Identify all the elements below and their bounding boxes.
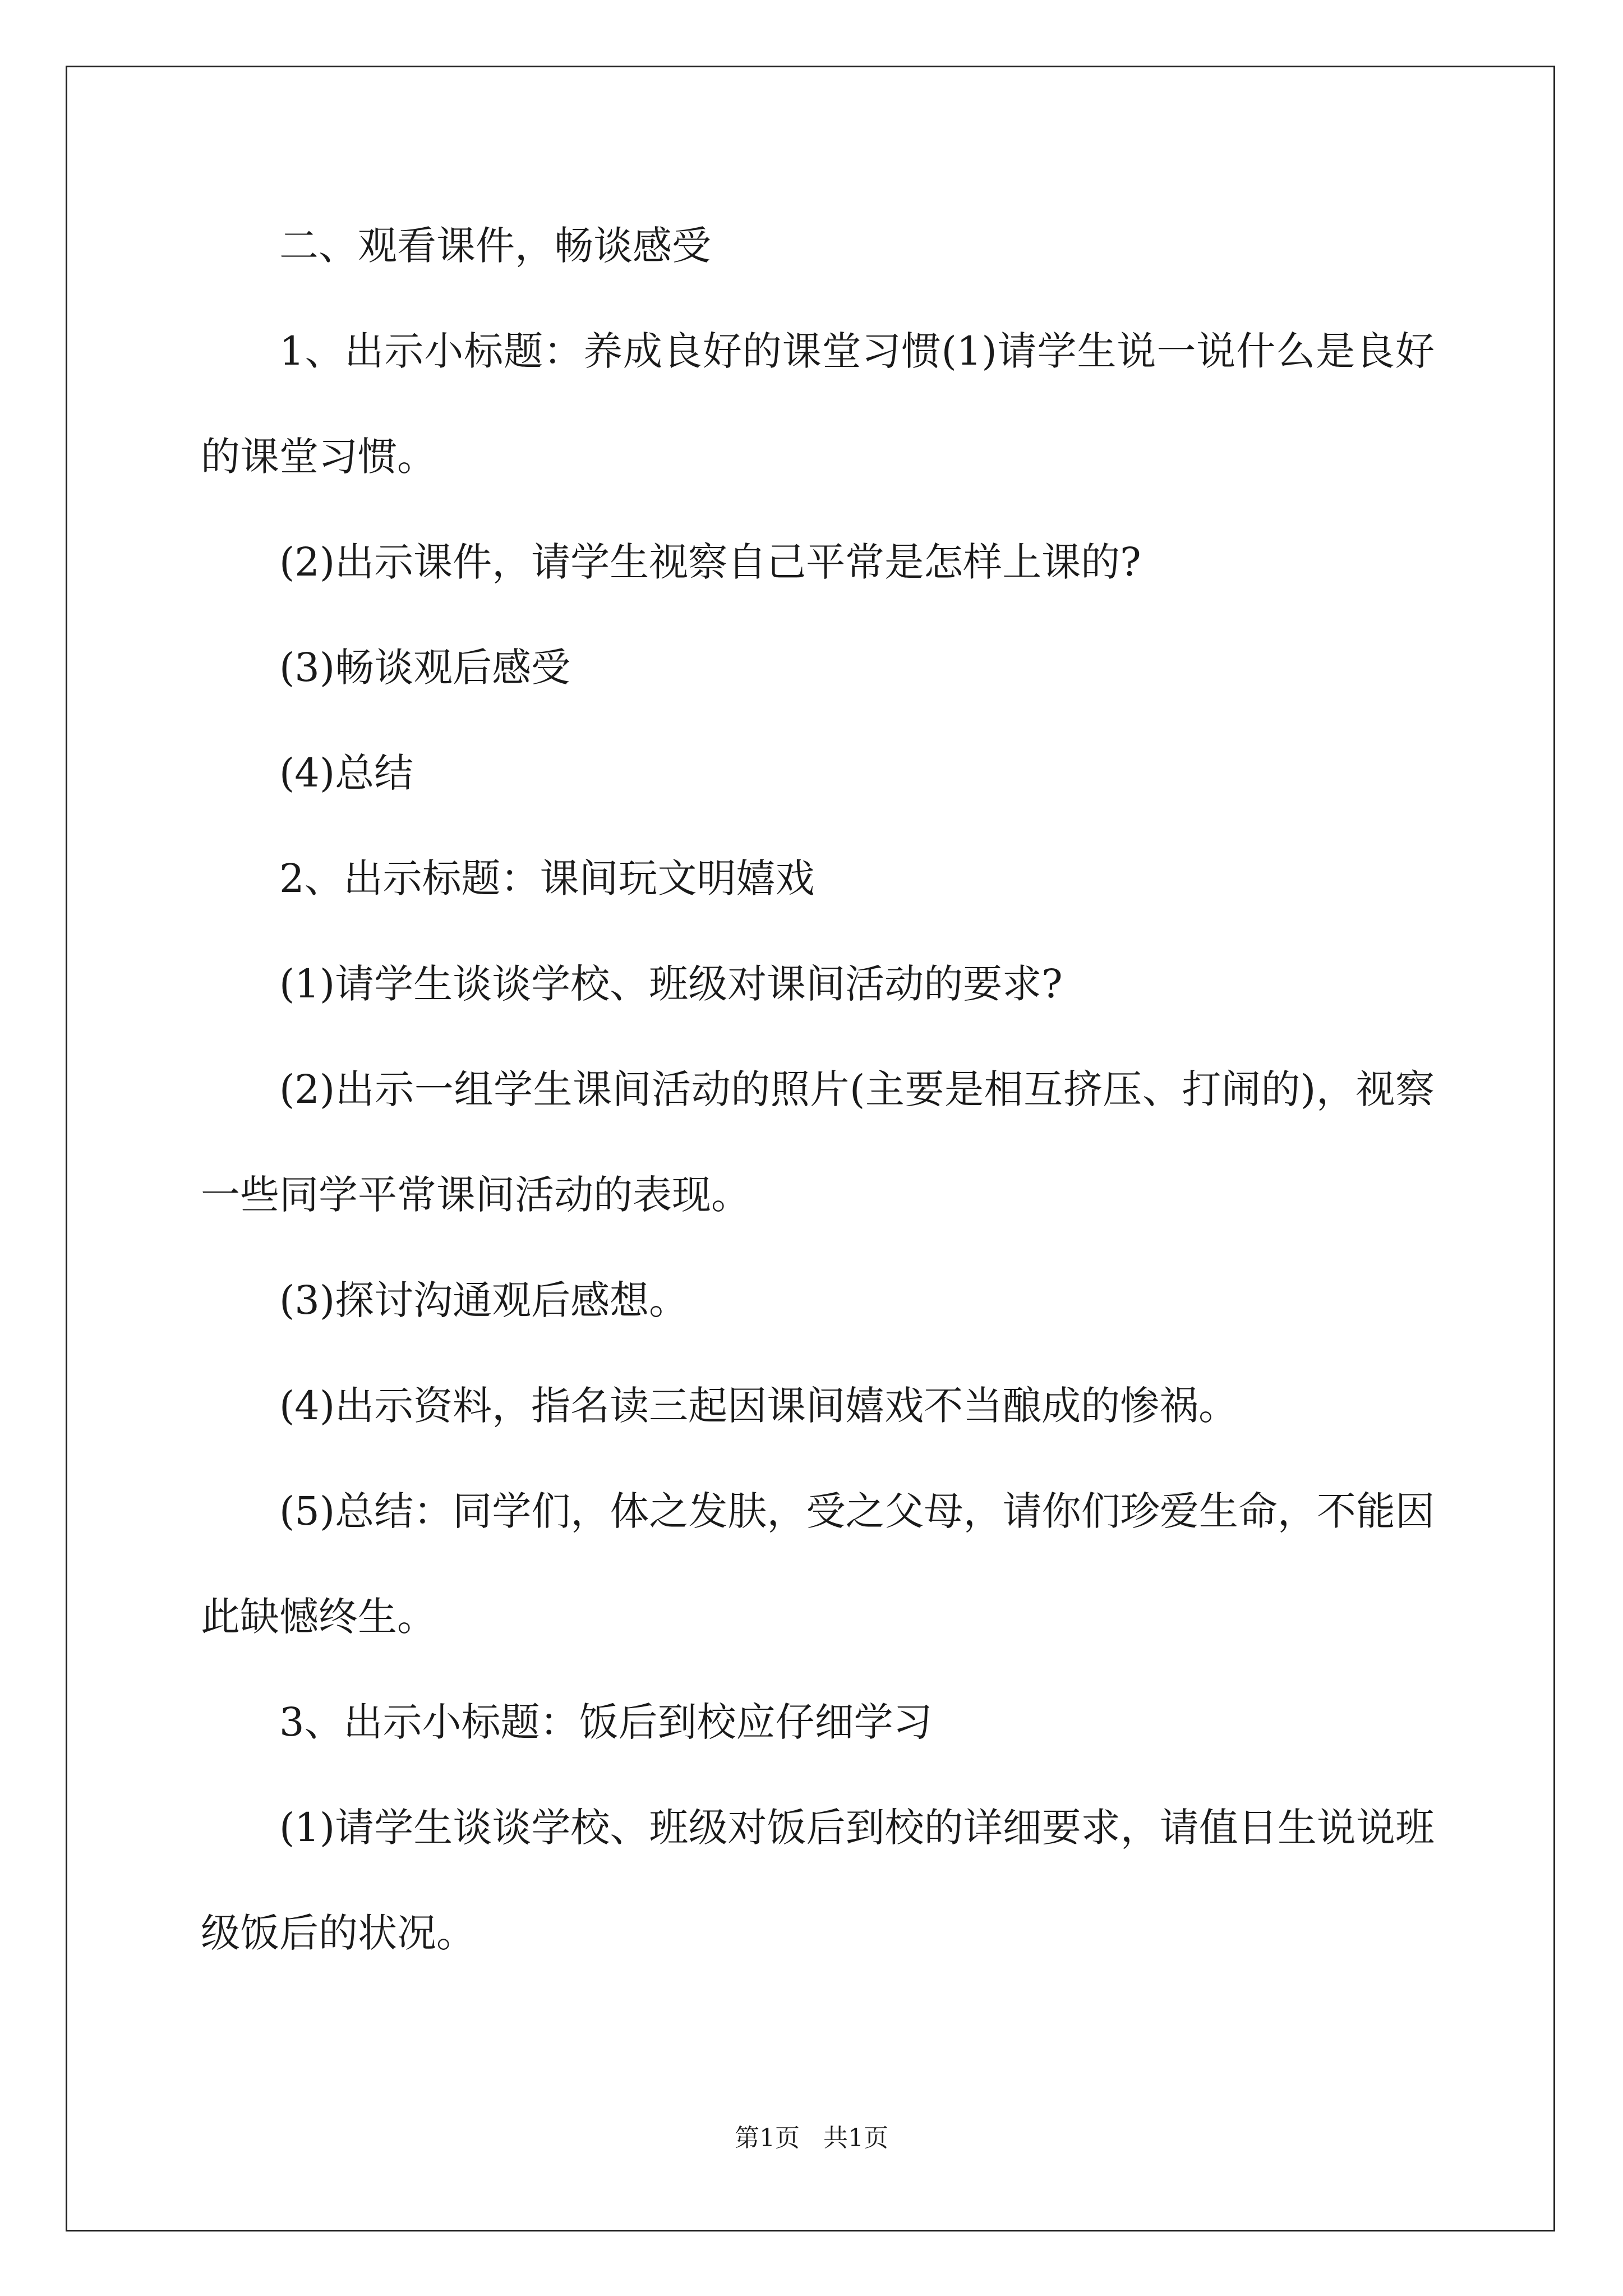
paragraph: (2)出示一组学生课间活动的照片(主要是相互挤压、打闹的)，视察一些同学平常课间活动的表现。 bbox=[201, 1066, 1435, 1218]
paragraph: 1、出示小标题：养成良好的课堂习惯(1)请学生说一说什么是良好的课堂习惯。 bbox=[201, 328, 1435, 480]
paragraph: 3、出示小标题：饭后到校应仔细学习 bbox=[279, 1699, 933, 1745]
paragraph: (4)总结 bbox=[279, 750, 414, 796]
page-total: 共1页 bbox=[823, 2124, 888, 2152]
paragraph: (2)出示课件，请学生视察自己平常是怎样上课的? bbox=[279, 539, 1141, 585]
document-body bbox=[201, 219, 1435, 2012]
paragraph: (4)出示资料，指名读三起因课间嬉戏不当酿成的惨祸。 bbox=[279, 1383, 1238, 1429]
paragraph: (3)探讨沟通观后感想。 bbox=[279, 1277, 689, 1323]
paragraph: 二、观看课件，畅谈感受 bbox=[279, 223, 711, 269]
paragraph: (1)请学生谈谈学校、班级对课间活动的要求? bbox=[279, 961, 1063, 1007]
page-number: 第1页 bbox=[735, 2124, 800, 2152]
page-footer bbox=[0, 2118, 1623, 2154]
paragraph: (3)畅谈观后感受 bbox=[279, 645, 571, 691]
paragraph: (5)总结：同学们，体之发肤，受之父母，请你们珍爱生命，不能因此缺憾终生。 bbox=[201, 1488, 1435, 1640]
paragraph: (1)请学生谈谈学校、班级对饭后到校的详细要求，请值日生说说班级饭后的状况。 bbox=[201, 1805, 1435, 1956]
paragraph: 2、出示标题：课间玩文明嬉戏 bbox=[279, 855, 815, 901]
